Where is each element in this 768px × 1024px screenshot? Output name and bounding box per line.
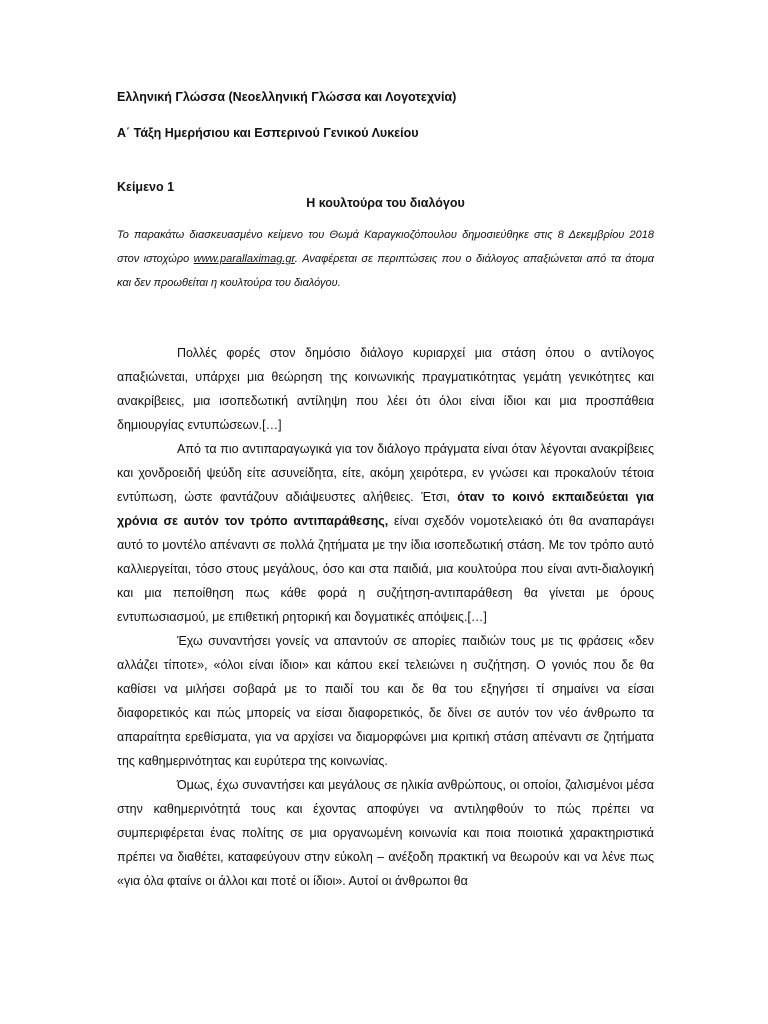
class-heading: Α΄ Τάξη Ημερήσιου και Εσπερινού Γενικού Λυκείου (117, 126, 419, 140)
intro-part-2: . Αναφέρεται σε περιπτώσεις που ο διάλογος απαξιώνεται από τα άτομα και δεν προωθείται η κουλτούρα του διαλόγου. (117, 253, 654, 289)
text-title: Η κουλτούρα του διαλόγου (306, 196, 465, 210)
main-text (117, 341, 654, 893)
paragraph-4: Όμως, έχω συναντήσει και μεγάλους σε ηλικία ανθρώπους, οι οποίοι, ζαλισμένοι μέσα στην καθημερινότητά τους και έχοντας αποφύγει να αντιληφθούν το πώς πρέπει να συμπεριφέρεται ένας πολίτης σε μια οργανωμένη κοινωνία και ποια ποιοτικά χαρακτηριστικά πρέπει να διαθέτει, καταφεύγουν στην εύκολη – ανέξοδη πρακτική να θεωρούν και να λένε πως «για όλα φταίνε οι άλλοι και ποτέ οι ίδιοι». Αυτοί οι άνθρωποι θα (117, 778, 654, 888)
intro-note (117, 223, 654, 295)
paragraph-2-end: είναι σχεδόν νομοτελειακό ότι θα αναπαράγει αυτό το μοντέλο απέναντι σε πολλά ζητήματα με την ίδια ισοπεδωτική στάση. Με τον τρόπο αυτό καλλιεργείται, τόσο στους μεγάλους, όσο και στα παιδιά, μια κουλτούρα που είναι αντι-διαλογική και μια πεποίθηση πως κάθε φορά η συζήτηση-αντιπαράθεση θα γίνεται με όρους εντυπωσιασμού, με επιθετική ρητορική και δογματικές απόψεις.[…] (117, 514, 654, 624)
paragraph-2 (117, 437, 654, 629)
paragraph-1: Πολλές φορές στον δημόσιο διάλογο κυριαρχεί μια στάση όπου ο αντίλογος απαξιώνεται, υπάρχει μια θεώρηση της κοινωνικής πραγματικότητας γεμάτη γενικότητες και ανακρίβειες, μια ισοπεδωτική αντίληψη που λέει ότι όλοι είναι ίδιοι και μια προσπάθεια δημιουργίας εντυπώσεων.[…] (117, 346, 654, 432)
paragraph-2-start: Από τα πιο αντιπαραγωγικά για τον διάλογο πράγματα είναι όταν λέγονται ανακρίβειες και χονδροειδή ψεύδη είτε ασυνείδητα, είτε, ακόμη χειρότερα, εν γνώσει και προκαλούν τέτοια εντύπωση, ώστε φαντάζουν αδιάψευστες αλήθειες. Έτσι, (117, 442, 654, 504)
paragraph-2-bold: όταν το κοινό εκπαιδεύεται για χρόνια σε αυτόν τον τρόπο αντιπαράθεσης, (117, 490, 654, 528)
subject-heading: Ελληνική Γλώσσα (Νεοελληνική Γλώσσα και Λογοτεχνία) (117, 90, 457, 104)
intro-part-1: Το παρακάτω διασκευασμένο κείμενο του Θωμά Καραγκιοζόπουλου δημοσιεύθηκε στις 8 Δεκεμβρίου 2018 στον ιστοχώρο (117, 229, 654, 265)
source-link[interactable]: www.parallaximag.gr (193, 253, 295, 265)
paragraph-3: Έχω συναντήσει γονείς να απαντούν σε απορίες παιδιών τους με τις φράσεις «δεν αλλάζει τίποτε», «όλοι είναι ίδιοι» και κάπου εκεί τελειώνει η συζήτηση. Ο γονιός που δε θα καθίσει να μιλήσει σοβαρά με το παιδί του και δε θα του εξηγήσει τί σημαίνει να είσαι διαφορετικός και πώς μπορείς να είσαι διαφορετικός, δε δίνει σε αυτόν τον νέο άνθρωπο τα απαραίτητα ερεθίσματα, για να αρχίσει να διαμορφώνει μια κριτική στάση απέναντι σε ζητήματα της καθημερινότητας και ευρύτερα της κοινωνίας. (117, 634, 654, 768)
text-label: Κείμενο 1 (117, 180, 175, 194)
